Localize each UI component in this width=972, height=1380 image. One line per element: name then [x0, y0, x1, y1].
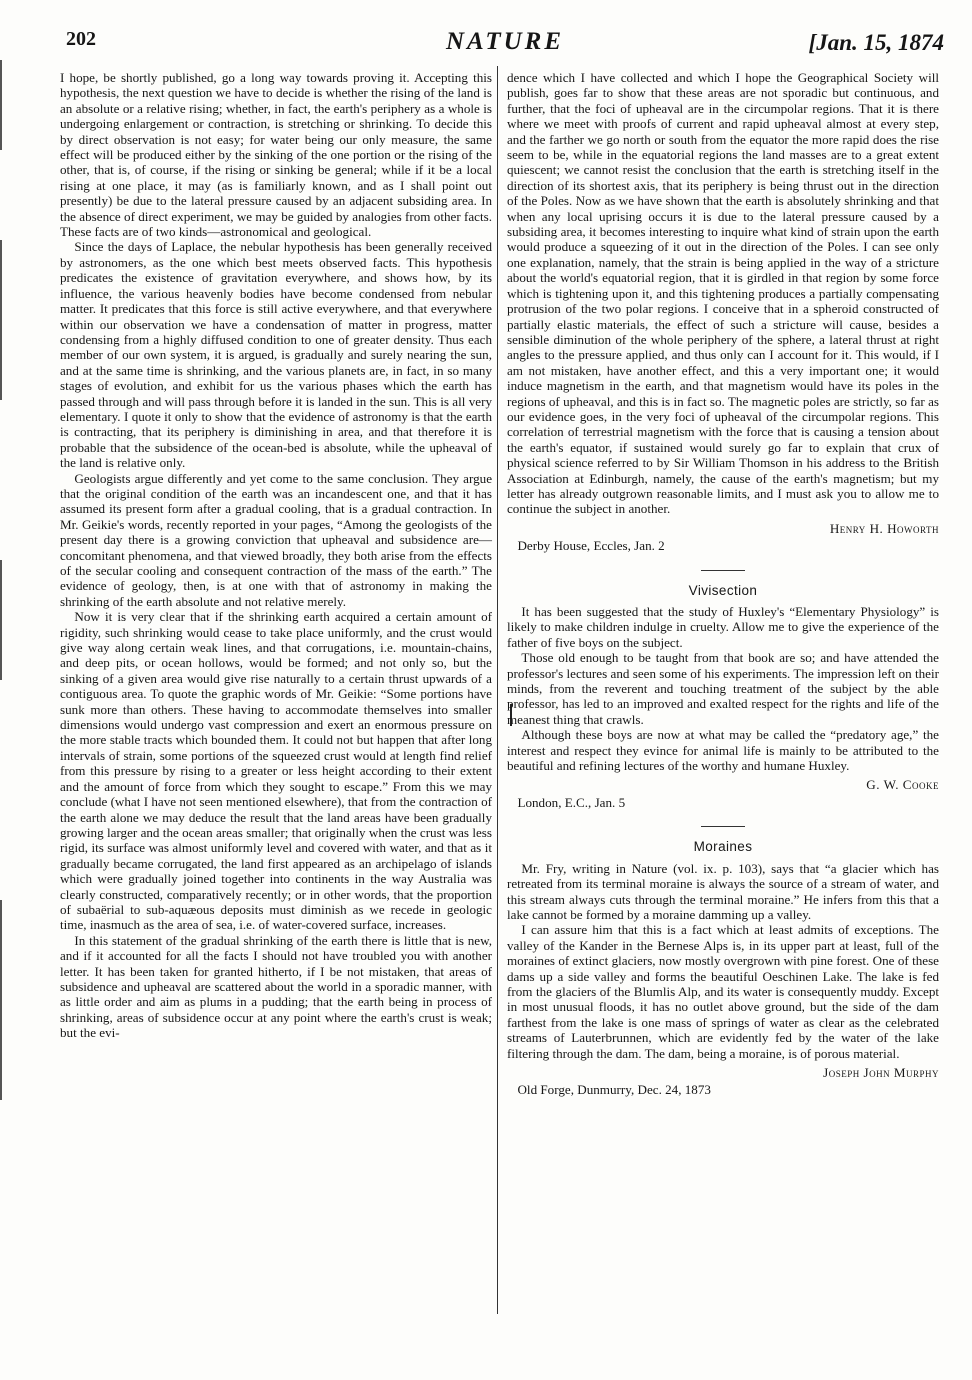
body-paragraph: Since the days of Laplace, the nebular hypothesis has been generally received by astronomers, as the one which best meets observed facts. This hypothesis predicates the existence of gravitation everywhere, and shows how, by its influence, the various heavenly bodies have become condensed from nebular matter. It predicates that this force is still active everywhere, and that everywhere within our observation we have a condensation of matter in progress, matter condensing from a highly diffused condition to one of greater density. Thus each member of our own system, it is argued, is gradually and surely nearing the sun, and at the same time is shrinking, and the various planets are, in fact, in so many stages of evolution, and exhibit for us the various phases which the earth has passed through and will pass through before it is landed in the sun. This is all very elementary. I quote it only to show that the evidence of astronomy is that the earth is contracting, that its periphery is diminishing in area, and that therefore it is probable that the subsidence of the ocean-bed is absolute, while the upheaval of the land is relative only. — [60, 239, 492, 471]
scan-edge-mark — [0, 900, 2, 1100]
letter-place-date: Derby House, Eccles, Jan. 2 — [517, 538, 665, 554]
scan-edge-mark — [0, 60, 2, 150]
body-paragraph: I hope, be shortly published, go a long way towards proving it. Accepting this hypothesis, the next question we have to decide is whether the rising of the land is an absolute or a relative rising; whether, in fact, the earth's periphery as a whole is undergoing enlargement or contraction, is stretching or shrinking. To decide this by direct observation is not easy; for water being our only measure, the same effect will be produced either by the sinking of the one portion or the rising of the other, that is, of course, if the rising or sinking be general; while if it be a local rising at one place, it may (as is familiarly known, and as I shall point out presently) be due to the lateral pressure caused by an adjacent subsiding area. In the absence of direct experiment, we may be guided by analogies from other facts. These facts are of two kinds—astronomical and geological. — [60, 70, 492, 240]
body-paragraph: Although these boys are now at what may be called the “predatory age,” the interest and respect they evince for animal life is mainly to be attributed to the beautiful and refining lectures of the worthy and humane Huxley. — [507, 727, 939, 774]
body-paragraph: Those old enough to be taught from that book are so; and have attended the professor's lectures and seen some of his experiments. The impression left on their minds, from the reverent and touching treatment of the subject by the able professor, has led to an improved and exalted respect for the rights and life of the meanest thing that crawls. — [507, 650, 939, 727]
body-paragraph: I can assure him that this is a fact which at least admits of exceptions. The valley of the Kander in the Bernese Alps is, in its upper part at least, full of the moraines of extinct glaciers, now mostly overgrown with pine forest. One of these dams up a side valley and forms the beautiful Oeschinen Lake. The lake is fed from the glaciers of the Blumlis Alp, and its water is consequently muddy. Except in most unusual floods, it has no outlet above ground, but the side of the dam farthest from the lake is one mass of springs of water as clear as the celebrated streams of Lauterbrunnen, which are evidently fed by the water of the lake filtering through the dam. The dam, being a moraine, is of porous material. — [507, 922, 939, 1061]
right-column — [507, 70, 939, 1098]
scan-edge-mark — [0, 560, 2, 680]
page-header — [66, 28, 944, 68]
section-rule — [701, 570, 745, 571]
letter-signature: Joseph John Murphy — [823, 1064, 939, 1080]
journal-title: NATURE — [445, 28, 565, 55]
letter-signature: Henry H. Howorth — [829, 520, 939, 536]
body-paragraph: Geologists argue differently and yet come to the same conclusion. They argue that the original condition of the earth was an incandescent one, and that it has assumed its present form after a gradual cooling, that is a gradual contraction. In Mr. Geikie's words, recently reported in your pages, “Among the geologists of the present day there is a growing conviction that upheaval and subsidence are—concomitant phenomena, and that viewed broadly, they both arise from the effects of the secular cooling and consequent contraction of the mass of the earth.” The evidence of geology, then, is at one with that of astronomy in making the shrinking of the earth absolute and not relative merely. — [60, 470, 492, 609]
section-title-moraines: Moraines — [693, 839, 753, 855]
letter-signature: G. W. Cooke — [866, 777, 939, 793]
section-rule — [701, 826, 745, 827]
section-title-vivisection: Vivisection — [688, 582, 758, 598]
body-paragraph: Mr. Fry, writing in Nature (vol. ix. p. 103), says that “a glacier which has retreated from its terminal moraine is always the source of a stream of water, and this stream always cuts through the terminal moraine.” He infers from this that a lake cannot be formed by a moraine damming up a valley. — [507, 860, 939, 922]
column-divider — [497, 66, 498, 1314]
letter-place-date: London, E.C., Jan. 5 — [517, 794, 626, 810]
body-paragraph: It has been suggested that the study of Huxley's “Elementary Physiology” is likely to make children indulge in cruelty. Allow me to give the experience of the father of five boys on the subject. — [507, 604, 939, 650]
body-paragraph: Now it is very clear that if the shrinking earth acquired a certain amount of rigidity, such shrinking would cease to take place uniformly, and the crust would give way along certain weak lines, and that corrugations, i.e. mountain-chains, and deep pits, or ocean hollows, would be formed; and not only so, but the sinking of a given area would give rise naturally to a certain thrust upwards of a contiguous area. To quote the graphic words of Mr. Geikie: “Some portions have sunk more than others. These having to accommodate themselves into smaller dimensions would undergo vast compression and exert an enormous pressure on the more stable tracts which bounded them. It could not but happen that after long intervals of strain, some portions of the squeezed crust would at length find relief from this pressure by rising to a greater or less height according to their extent and the amount of force from which they sought to escape.” From this we may conclude (what I have not seen mentioned elsewhere), that from the contraction of the earth alone we may deduce the result that the land areas have been gradually growing larger and the ocean areas smaller; that originally when the crust was less rigid, its surface was almost uniformly level and covered with water, and that as it gradually became corrugated, the land first appeared as an archipelago of islands which were gradually joined together into continents in the way Australia was clearly constructed, comparatively recently; or in other words, that the proportion of subaërial to sub-aquæous deposits must diminish as we recede in geologic time, inasmuch as the area of sea, i.e. of water-covered surface, increases. — [60, 609, 492, 933]
left-column — [60, 70, 492, 1041]
body-paragraph: dence which I have collected and which I hope the Geographical Society will publish, goes far to show that these areas are not sporadic but continuous, and further, that the foci of upheaval are in the circumpolar regions. That it is there where we meet with proofs of current and rapid upheaval almost at every step, and the farther we go north or south from the equator the more rapid does the rise seem to be, while in the equatorial regions the land masses are to a great extent quiescent; we cannot resist the conclusion that the earth is stretching itself in the direction of its shortest axis, that its periphery is being thrust out in the direction of the Poles. Now as we have shown that the earth is absolutely shrinking and that when any local uprising occurs it is due to the lateral pressure caused by a subsiding area, it becomes interesting to inquire what kind of strain upon the earth would produce a squeezing of it out in the direction of the Poles. I can see only one explanation, namely, that the strain is being applied in the way of a stricture about the world's equatorial region, that it is girdled in that region by some force which is tightening upon it, and this tightening produces a partially compensating protrusion of the two polar regions. I conceive that in a spheroid constructed of partially elastic materials, the effect of such a stricture will cause, besides a sensible diminution of the whole periphery of the sphere, a lateral thrust at right angles to the pressure applied, and thus only can I account for it. This would, if I am not mistaken, have another effect, and this a very important one; it would induce magnetism in the earth, and that magnetism would have its poles in the regions of upheaval, and this is in fact so. The magnetic poles are strictly, so far as our evidence goes, in the very foci of upheaval of the circumpolar regions. This correlation of terrestrial magnetism with the force that is causing a tension about the earth's equator, if sustained would surely go far to explain that crux of physical science referred to by Sir William Thomson in his address to the British Association at Edinburgh, namely, the cause of the earth's magnetism; but my letter has already outgrown reasonable limits, and I must ask you to allow me to continue the subject in another. — [507, 70, 939, 517]
scan-edge-mark — [0, 240, 2, 400]
page-number: 202 — [66, 28, 96, 50]
body-paragraph: In this statement of the gradual shrinking of the earth there is little that is new, and if it accounted for all the facts I should not have troubled you with another letter. It has been taken for granted hitherto, if I be not mistaken, that areas of subsidence and upheaval are scattered about the world in a sporadic manner, with as little order and aim as plums in a pudding; that the earth being in process of shrinking, areas of subsidence occur at any point where the earth's crust is weak; but the evi- — [60, 932, 492, 1041]
issue-date: [Jan. 15, 1874 — [808, 30, 944, 55]
letter-place-date: Old Forge, Dunmurry, Dec. 24, 1873 — [517, 1082, 711, 1098]
